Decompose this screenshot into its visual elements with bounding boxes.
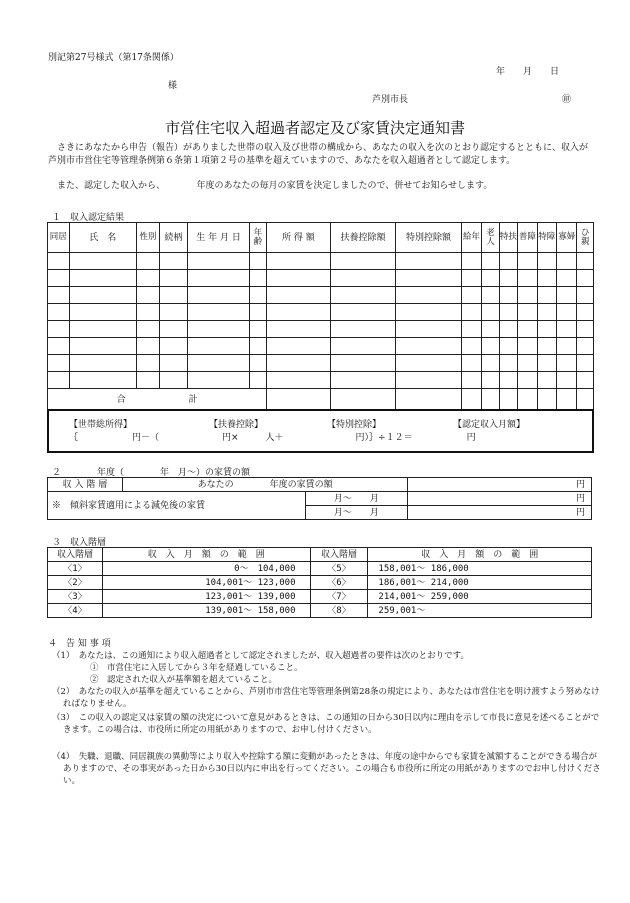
cell[interactable] [537, 321, 556, 338]
cell[interactable] [188, 355, 249, 372]
cell[interactable] [48, 304, 70, 321]
cell[interactable] [267, 287, 331, 304]
layer-3: 〈3〉 [48, 590, 103, 604]
cell[interactable] [482, 270, 499, 287]
cell[interactable] [396, 338, 462, 355]
cell[interactable] [577, 321, 594, 338]
cell[interactable] [557, 287, 577, 304]
cell[interactable] [518, 321, 537, 338]
cell[interactable] [499, 338, 517, 355]
label-monthly-income: 【認定収入月額】 [453, 420, 526, 430]
rent-year-label: あなたの 年度の家賃の額 [122, 478, 407, 492]
cell[interactable] [482, 355, 499, 372]
cell[interactable] [577, 372, 594, 389]
cell[interactable] [137, 355, 160, 372]
cell[interactable] [577, 270, 594, 287]
cell[interactable] [330, 372, 396, 389]
table-row [48, 253, 594, 270]
notice-4: （4） 失職、退職、同居親族の異動等により収入や控除する額に変動があったときは、年度の途中からでも家賃を減額することができる場合がありますので、その事実があった日から30日以内に申出を行ってください。この場合も市役所に所定の用紙がありますのでお申し付けください。 [52, 752, 601, 786]
table-row [48, 287, 594, 304]
cell[interactable] [557, 304, 577, 321]
cell[interactable] [537, 304, 556, 321]
cell[interactable] [518, 304, 537, 321]
cell[interactable] [461, 304, 481, 321]
col-age: 年齢 [249, 223, 266, 253]
income-layer-label: 収 入 階 層 [48, 478, 123, 492]
cell[interactable] [159, 253, 188, 270]
layer-header-left: 収入階層 [48, 548, 103, 562]
cell[interactable] [330, 270, 396, 287]
table-row [48, 562, 592, 576]
range-7: 214,001～ 259,000 [368, 590, 592, 604]
total-label-cell [48, 389, 267, 411]
total-dependent[interactable] [330, 389, 396, 411]
rent-table [47, 477, 592, 520]
cell[interactable] [461, 321, 481, 338]
cell[interactable] [249, 321, 266, 338]
cell[interactable] [499, 270, 517, 287]
cell[interactable] [396, 304, 462, 321]
cell[interactable] [396, 372, 462, 389]
mayor-label: 芦別市長 [372, 95, 409, 105]
cell[interactable] [188, 253, 249, 270]
cell[interactable] [267, 355, 331, 372]
table-header-row [48, 223, 594, 253]
col-special-disabled: 特障 [537, 223, 556, 253]
cell[interactable] [249, 372, 266, 389]
total-special[interactable] [396, 389, 462, 411]
cell[interactable] [577, 355, 594, 372]
layer-8: 〈8〉 [310, 604, 368, 618]
cell[interactable] [557, 355, 577, 372]
table-row [48, 590, 592, 604]
cell[interactable] [537, 389, 556, 411]
cell[interactable] [267, 372, 331, 389]
cell[interactable] [159, 355, 188, 372]
cell[interactable] [137, 287, 160, 304]
table-row [48, 372, 594, 389]
notice-1a: ① 市営住宅に入居してから３年を経過していること。 [90, 663, 303, 673]
cell[interactable] [396, 270, 462, 287]
cell[interactable] [482, 287, 499, 304]
cell[interactable] [249, 304, 266, 321]
cell[interactable] [499, 355, 517, 372]
addressee-honorific: 様 [168, 81, 178, 91]
section3-heading: ３ 収入階層 [52, 538, 107, 548]
col-cohabit: 同居 [48, 223, 70, 253]
col-elderly: 老人 [482, 223, 499, 253]
cell[interactable] [69, 338, 137, 355]
cell[interactable] [537, 372, 556, 389]
cell[interactable] [557, 338, 577, 355]
table-row [48, 270, 594, 287]
cell[interactable] [159, 270, 188, 287]
cell[interactable] [48, 287, 70, 304]
layer-5: 〈5〉 [310, 562, 368, 576]
cell[interactable] [249, 253, 266, 270]
cell[interactable] [518, 287, 537, 304]
cell[interactable] [48, 372, 70, 389]
document-title: 市営住宅収入超過者認定及び家賃決定通知書 [164, 119, 465, 137]
col-widow: 寡婦 [557, 223, 577, 253]
cell[interactable] [137, 372, 160, 389]
cell[interactable] [461, 355, 481, 372]
total-label-2: 計 [188, 394, 198, 405]
cell[interactable] [518, 338, 537, 355]
cell[interactable] [330, 338, 396, 355]
cell[interactable] [267, 338, 331, 355]
cell[interactable] [577, 287, 594, 304]
cell[interactable] [499, 304, 517, 321]
table-row [48, 576, 592, 590]
total-row [48, 389, 594, 411]
cell[interactable] [249, 338, 266, 355]
cell[interactable] [159, 372, 188, 389]
cell[interactable] [267, 321, 331, 338]
label-household-income: 【世帯総所得】 [69, 420, 133, 430]
cell[interactable] [267, 253, 331, 270]
income-table [47, 222, 594, 411]
layer-1: 〈1〉 [48, 562, 103, 576]
cell[interactable] [537, 338, 556, 355]
cell[interactable] [330, 355, 396, 372]
cell[interactable] [557, 270, 577, 287]
cell[interactable] [137, 253, 160, 270]
cell[interactable] [188, 304, 249, 321]
cell[interactable] [482, 321, 499, 338]
cell[interactable] [69, 287, 137, 304]
cell[interactable] [249, 287, 266, 304]
cell[interactable] [482, 372, 499, 389]
range-8: 259,001～ [368, 604, 592, 618]
cell[interactable] [537, 355, 556, 372]
cell[interactable] [577, 338, 594, 355]
cell[interactable] [330, 287, 396, 304]
cell[interactable] [137, 304, 160, 321]
cell[interactable] [188, 270, 249, 287]
cell[interactable] [518, 355, 537, 372]
cell[interactable] [330, 321, 396, 338]
layer-6: 〈6〉 [310, 576, 368, 590]
rent-yen[interactable]: 円 [408, 478, 592, 492]
cell[interactable] [48, 338, 70, 355]
cell[interactable] [482, 338, 499, 355]
cell[interactable] [48, 321, 70, 338]
section2-heading: ２ 年度（ 年 月～）の家賃の額 [52, 468, 251, 478]
income-layer-table [47, 547, 592, 618]
layer-7: 〈7〉 [310, 590, 368, 604]
col-birthdate: 生 年 月 日 [188, 223, 249, 253]
intro-paragraph-2: また、認定した収入から、 年度のあなたの毎月の家賃を決定しましたので、併せてお知らせします。 [57, 181, 493, 191]
layer-header-right: 収入階層 [310, 548, 368, 562]
cell[interactable] [499, 372, 517, 389]
section1-heading: １ 収入認定結果 [52, 213, 125, 223]
cell[interactable] [48, 355, 70, 372]
range-header-left: 収 入 月 額 の 範 囲 [102, 548, 310, 562]
notice-2: （2） あなたの収入が基準を超えていることから、芦別市市営住宅等管理条例第28条の規定により、あなたは市営住宅を明け渡すよう努めなければなりません。 [52, 687, 600, 709]
col-special-dependent: 特扶 [499, 223, 517, 253]
col-sex: 性別 [137, 223, 160, 253]
period-2[interactable]: 月～ 月 [305, 506, 408, 520]
cell[interactable] [537, 287, 556, 304]
cell[interactable] [537, 270, 556, 287]
layer-2: 〈2〉 [48, 576, 103, 590]
cell[interactable] [557, 372, 577, 389]
cell[interactable] [396, 321, 462, 338]
col-income: 所 得 額 [267, 223, 331, 253]
col-special-deduction: 特別控除額 [396, 223, 462, 253]
cell[interactable] [267, 304, 331, 321]
range-3: 123,001～ 139,000 [102, 590, 310, 604]
table-row [48, 321, 594, 338]
cell[interactable] [499, 287, 517, 304]
cell[interactable] [159, 304, 188, 321]
section4-heading: ４ 告 知 事 項 [48, 639, 111, 649]
cell[interactable] [557, 253, 577, 270]
col-name: 氏 名 [69, 223, 137, 253]
cell[interactable] [537, 253, 556, 270]
cell[interactable] [48, 270, 70, 287]
cell[interactable] [69, 270, 137, 287]
cell[interactable] [159, 338, 188, 355]
cell[interactable] [499, 389, 517, 411]
cell[interactable] [69, 355, 137, 372]
cell[interactable] [396, 355, 462, 372]
cell[interactable] [577, 389, 594, 411]
issue-date: 年 月 日 [496, 67, 560, 77]
cell[interactable] [461, 338, 481, 355]
col-dependent-deduction: 扶養控除額 [330, 223, 396, 253]
cell[interactable] [137, 321, 160, 338]
cell[interactable] [461, 270, 481, 287]
total-label-1: 合 [116, 394, 126, 405]
cell[interactable] [69, 253, 137, 270]
cell[interactable] [396, 287, 462, 304]
cell[interactable] [249, 355, 266, 372]
range-header-right: 収 入 月 額 の 範 囲 [368, 548, 592, 562]
cell[interactable] [330, 304, 396, 321]
period-2-yen[interactable]: 円 [408, 506, 592, 520]
cell[interactable] [159, 287, 188, 304]
notice-1: （1） あなたは、この通知により収入超過者として認定されましたが、収入超過者の要件は次のとおりです。 [52, 651, 469, 661]
range-5: 158,001～ 186,000 [368, 562, 592, 576]
label-special-deduction: 【特別控除】 [327, 420, 382, 430]
cell[interactable] [577, 253, 594, 270]
cell[interactable] [69, 304, 137, 321]
layer-4: 〈4〉 [48, 604, 103, 618]
range-6: 186,001～ 214,000 [368, 576, 592, 590]
cell[interactable] [499, 321, 517, 338]
cell[interactable] [159, 321, 188, 338]
cell[interactable] [137, 270, 160, 287]
total-income[interactable] [267, 389, 331, 411]
cell[interactable] [518, 389, 537, 411]
table-row [48, 604, 592, 618]
reduced-rent-label: ※ 傾斜家賃適用による減免後の家賃 [48, 492, 306, 520]
period-1[interactable]: 月～ 月 [305, 492, 408, 506]
table-row [48, 355, 594, 372]
cell[interactable] [461, 287, 481, 304]
cell[interactable] [69, 372, 137, 389]
col-disabled: 普障 [518, 223, 537, 253]
seal-mark: ㊞ [562, 95, 572, 105]
cell[interactable] [461, 372, 481, 389]
label-dependent-deduction: 【扶養控除】 [209, 420, 264, 430]
cell[interactable] [188, 338, 249, 355]
col-salary-pension: 給年 [461, 223, 481, 253]
col-single-parent: ひ親 [577, 223, 594, 253]
form-id: 別記第27号様式（第17条関係） [48, 53, 179, 63]
table-row [48, 304, 594, 321]
cell[interactable] [482, 304, 499, 321]
formula-box [47, 409, 594, 453]
period-1-yen[interactable]: 円 [408, 492, 592, 506]
cell[interactable] [188, 372, 249, 389]
cell[interactable] [518, 270, 537, 287]
range-1: 0～ 104,000 [102, 562, 310, 576]
cell[interactable] [249, 270, 266, 287]
cell[interactable] [557, 389, 577, 411]
cell[interactable] [461, 253, 481, 270]
table-row [48, 338, 594, 355]
cell[interactable] [482, 389, 499, 411]
col-relation: 続柄 [159, 223, 188, 253]
notice-1b: ② 認定された収入が基準額を超えていること。 [90, 675, 278, 685]
cell[interactable] [137, 338, 160, 355]
cell[interactable] [267, 270, 331, 287]
cell[interactable] [557, 321, 577, 338]
notice-3: （3） この収入の認定又は家賃の額の決定について意見があるときは、この通知の日から30日以内に理由を示して市長に意見を述べることができます。この場合は、市役所に所定の用紙がありますので、お申し付けください。 [52, 713, 600, 735]
cell[interactable] [518, 253, 537, 270]
cell[interactable] [482, 253, 499, 270]
cell[interactable] [48, 253, 70, 270]
range-2: 104,001～ 123,000 [102, 576, 310, 590]
cell[interactable] [461, 389, 481, 411]
cell[interactable] [518, 372, 537, 389]
cell[interactable] [188, 321, 249, 338]
range-4: 139,001～ 158,000 [102, 604, 310, 618]
cell[interactable] [396, 253, 462, 270]
cell[interactable] [499, 253, 517, 270]
intro-paragraph-1: さきにあなたから申告（報告）がありました世帯の収入及び世帯の構成から、あなたの収入を次のとおり認定するとともに、収入が芦別市市営住宅等管理条例第６条第１項第２号の基準を超えていますので、あなたを収入超過者として認定します。 [48, 143, 589, 166]
cell[interactable] [577, 304, 594, 321]
cell[interactable] [188, 287, 249, 304]
cell[interactable] [69, 321, 137, 338]
formula-line: ｛ 円－（ 円× 人＋ 円）｝÷１２＝ 円 [69, 433, 476, 443]
cell[interactable] [330, 253, 396, 270]
